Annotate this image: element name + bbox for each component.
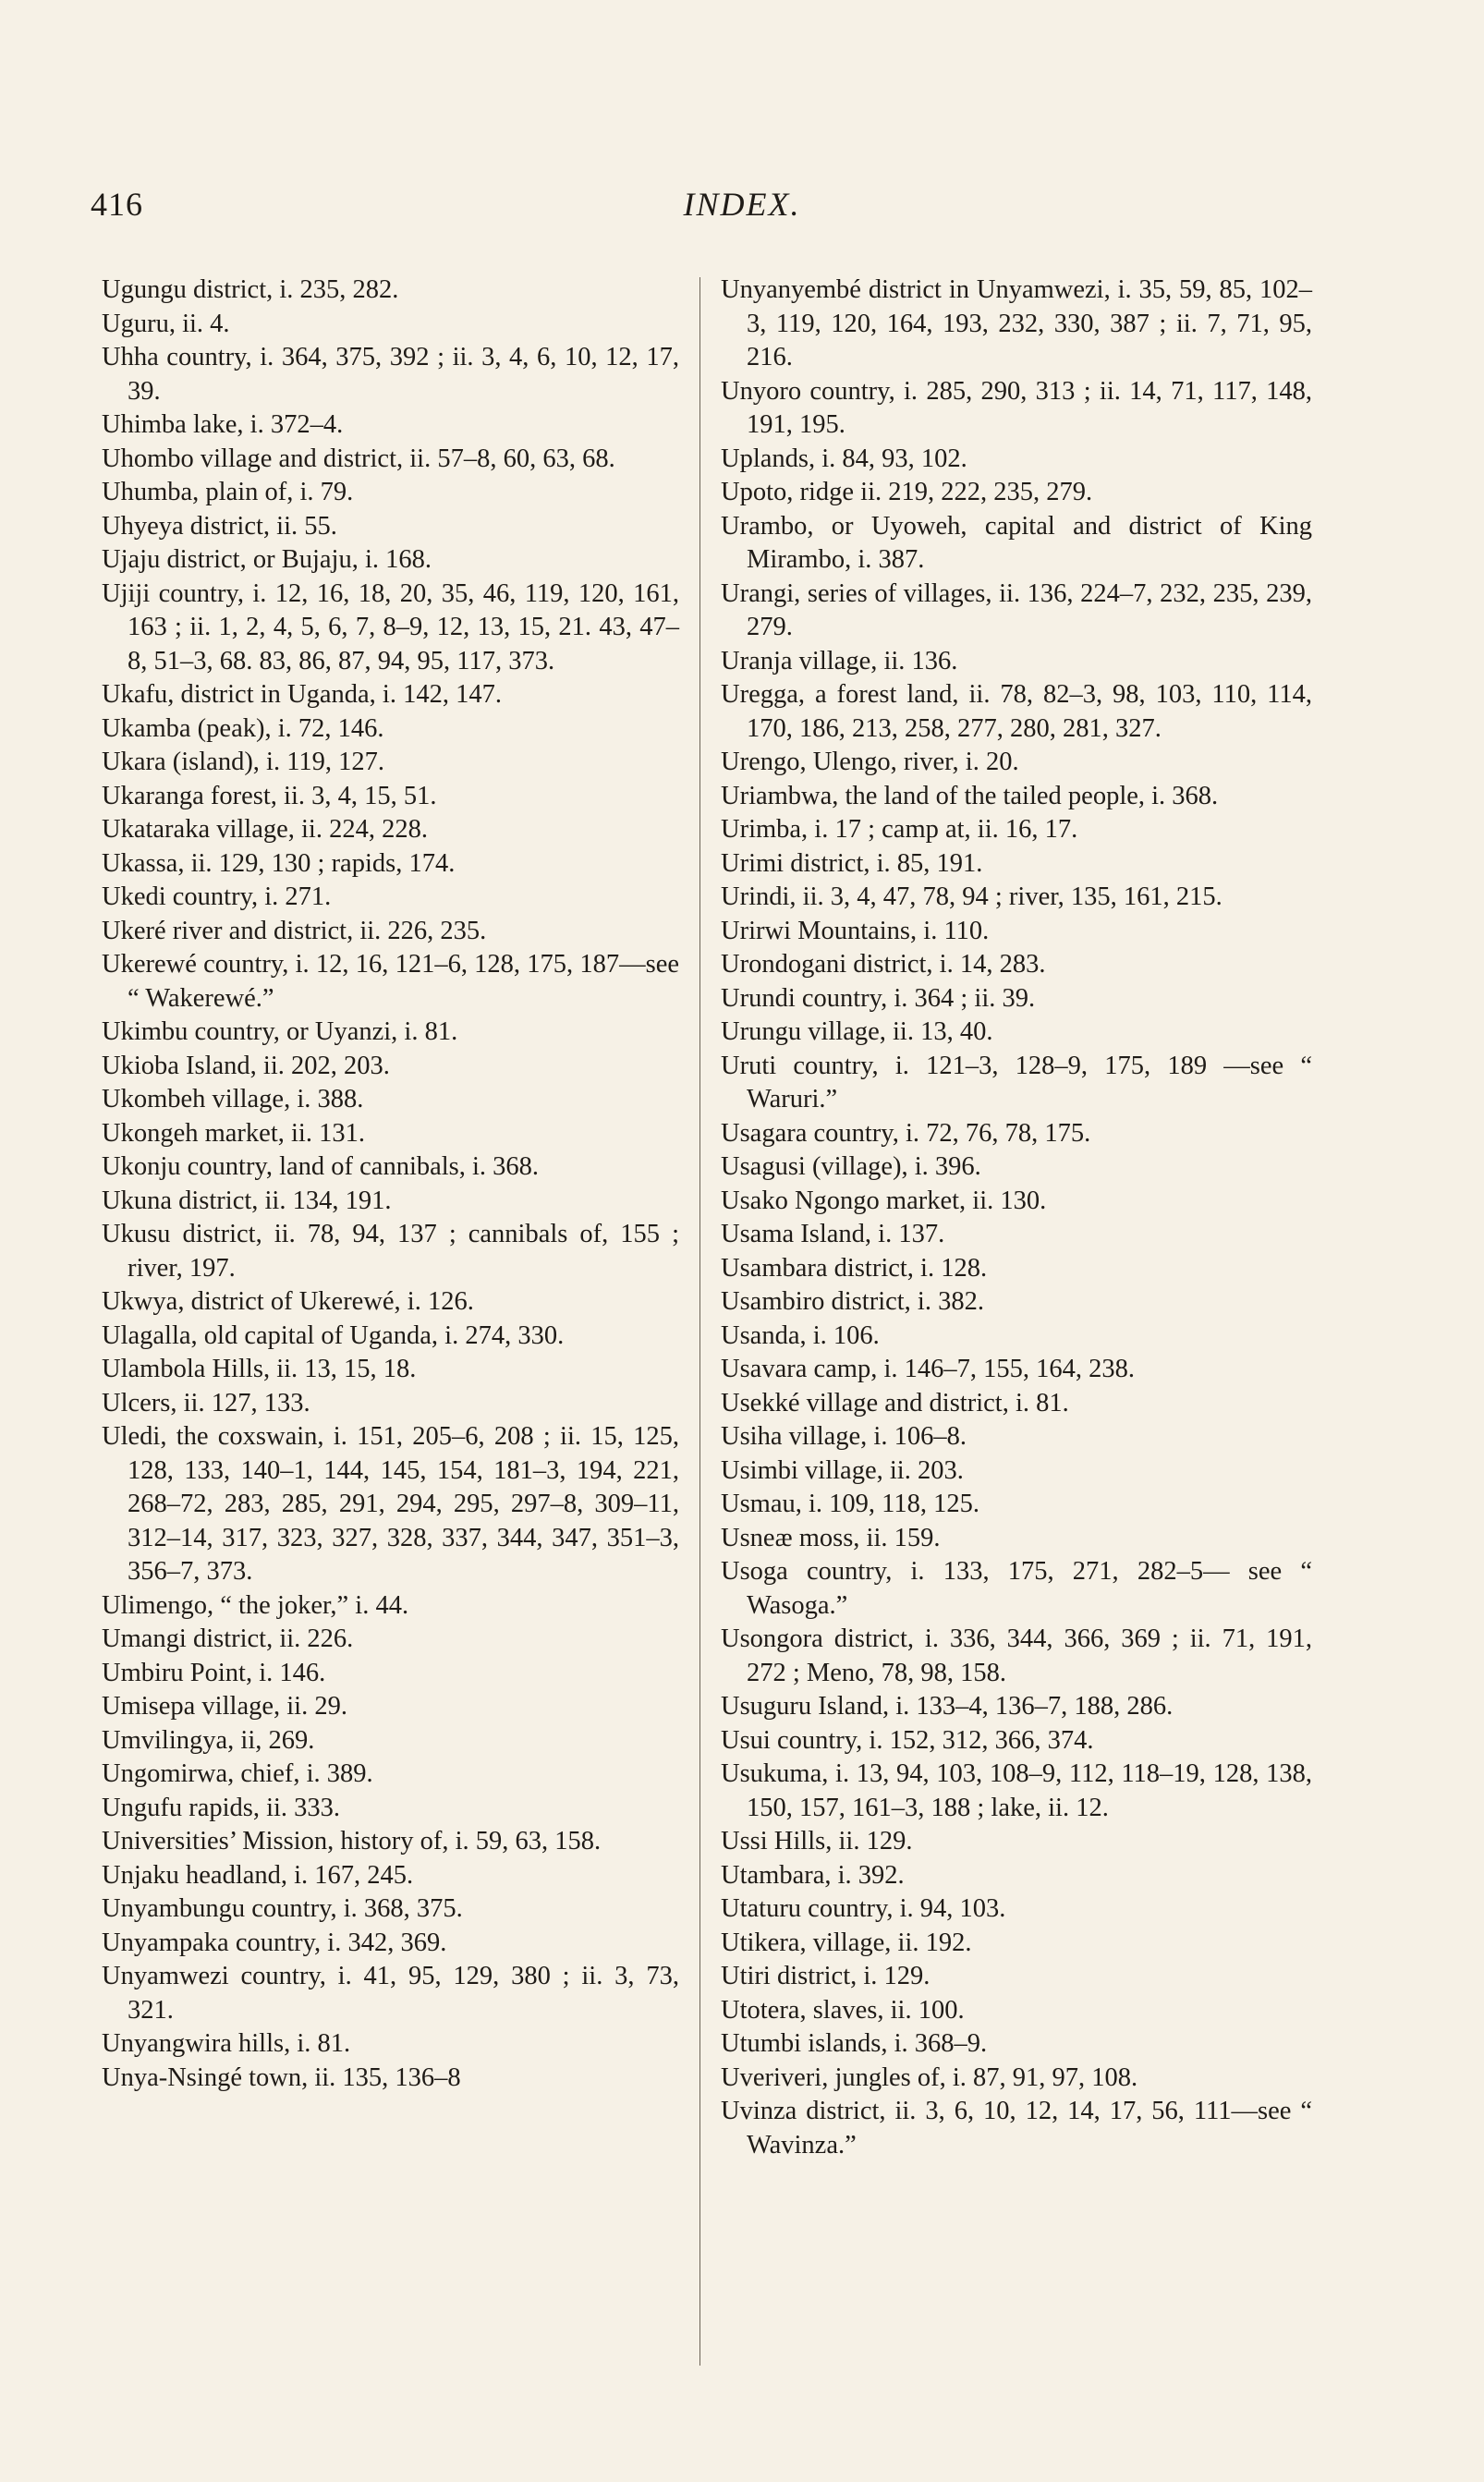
index-entry: Usuguru Island, i. 133–4, 136–7, 188, 286.: [721, 1692, 1174, 1721]
index-entry: Ukonju country, land of cannibals, i. 368.: [102, 1152, 540, 1181]
index-entry: Ungomirwa, chief, i. 389.: [102, 1759, 373, 1788]
index-entry: Usambiro district, i. 382.: [721, 1287, 984, 1316]
index-entry: Uranja village, ii. 136.: [721, 646, 958, 675]
index-entry: Uveriveri, jungles of, i. 87, 91, 97, 108.: [721, 2062, 1138, 2092]
index-entry: Umbiru Point, i. 146.: [102, 1658, 326, 1687]
index-entry: Urimba, i. 17 ; camp at, ii. 16, 17.: [721, 815, 1078, 844]
index-entry: Urundi country, i. 364 ; ii. 39.: [721, 983, 1036, 1013]
index-entry: Ungufu rapids, ii. 333.: [102, 1793, 341, 1822]
index-column-left: [102, 274, 679, 2095]
index-entry: Uplands, i. 84, 93, 102.: [721, 444, 967, 473]
index-entry: Uriambwa, the land of the tailed people, i. 368.: [721, 781, 1219, 810]
index-entry: Ukongeh market, ii. 131.: [102, 1118, 365, 1148]
index-entry: Usmau, i. 109, 118, 125.: [721, 1490, 979, 1518]
index-entry: Ukamba (peak), i. 72, 146.: [102, 713, 384, 743]
index-entry: Ukedi country, i. 271.: [102, 882, 332, 911]
index-entry: Usavara camp, i. 146–7, 155, 164, 238.: [721, 1355, 1135, 1383]
index-entry: Uregga, a forest land, ii. 78, 82–3, 98, 103, 110, 114, 170, 186, 213, 258, 277, 280, 281, 327.: [721, 680, 1312, 743]
index-entry: Urondogani district, i. 14, 283.: [721, 950, 1046, 979]
index-entry: Urimi district, i. 85, 191.: [721, 848, 983, 878]
index-entry: Urambo, or Uyoweh, capital and district of King Mirambo, i. 387.: [721, 511, 1312, 574]
index-entry: Ukafu, district in Uganda, i. 142, 147.: [102, 680, 502, 709]
index-entry: Ukaranga forest, ii. 3, 4, 15, 51.: [102, 781, 437, 810]
index-entry: Usagara country, i. 72, 76, 78, 175.: [721, 1118, 1091, 1148]
index-entry: Umvilingya, ii, 269.: [102, 1725, 315, 1755]
index-entry: Ukara (island), i. 119, 127.: [102, 748, 385, 776]
index-entry: Ukusu district, ii. 78, 94, 137 ; cannibals of, 155 ; river, 197.: [102, 1220, 679, 1283]
index-entry: Utiri district, i. 129.: [721, 1962, 931, 1990]
index-entry: Urindi, ii. 3, 4, 47, 78, 94 ; river, 135, 161, 215.: [721, 882, 1222, 911]
index-entry: Ulimengo, “ the joker,” i. 44.: [102, 1590, 409, 1620]
index-entry: Usimbi village, ii. 203.: [721, 1455, 964, 1485]
index-entry: Urungu village, ii. 13, 40.: [721, 1017, 993, 1046]
index-entry: Ukimbu country, or Uyanzi, i. 81.: [102, 1017, 458, 1046]
page-header: [0, 0, 1484, 240]
index-entry: Usagusi (village), i. 396.: [721, 1152, 981, 1181]
index-entry: Unjaku headland, i. 167, 245.: [102, 1860, 414, 1890]
index-entry: Uledi, the coxswain, i. 151, 205–6, 208 ; ii. 15, 125, 128, 133, 140–1, 144, 145, 154, 181–3, 194, 221, 268–72, 283, 285, 291, 294, 295, 297–8, 309–11, 312–14, 317, 323, 327, 328, 337, 344, 347, 351–3, 356–7, 373.: [102, 1422, 679, 1586]
index-entry: Unyoro country, i. 285, 290, 313 ; ii. 14, 71, 117, 148, 191, 195.: [721, 376, 1312, 439]
index-entry: Ulagalla, old capital of Uganda, i. 274, 330.: [102, 1320, 565, 1350]
index-entry: Unyamwezi country, i. 41, 95, 129, 380 ; ii. 3, 73, 321.: [102, 1962, 679, 2025]
index-entry: Usama Island, i. 137.: [721, 1220, 945, 1248]
index-entry: Upoto, ridge ii. 219, 222, 235, 279.: [721, 478, 1093, 506]
index-entry: Uhumba, plain of, i. 79.: [102, 478, 354, 506]
index-entry: Usiha village, i. 106–8.: [721, 1422, 967, 1451]
index-entry: Uguru, ii. 4.: [102, 309, 230, 338]
index-entry: Ukioba Island, ii. 202, 203.: [102, 1051, 390, 1080]
index-entry: Ukeré river and district, ii. 226, 235.: [102, 916, 487, 945]
index-entry: Utambara, i. 392.: [721, 1860, 905, 1890]
index-entry: Usoga country, i. 133, 175, 271, 282–5— see “ Wasoga.”: [721, 1557, 1312, 1620]
index-entry: Uhombo village and district, ii. 57–8, 60, 63, 68.: [102, 444, 615, 473]
index-entry: Uruti country, i. 121–3, 128–9, 175, 189 —see “ Waruri.”: [721, 1051, 1312, 1113]
index-entry: Ujiji country, i. 12, 16, 18, 20, 35, 46, 119, 120, 161, 163 ; ii. 1, 2, 4, 5, 6, 7, 8–9, 12, 13, 15, 21. 43, 47–8, 51–3, 68. 83, 86, 87, 94, 95, 117, 373.: [102, 578, 679, 675]
index-entry: Usanda, i. 106.: [721, 1320, 880, 1350]
index-entry: Utotera, slaves, ii. 100.: [721, 1995, 965, 2025]
index-entry: Uhha country, i. 364, 375, 392 ; ii. 3, 4, 6, 10, 12, 17, 39.: [102, 343, 679, 406]
index-entry: Ukuna district, ii. 134, 191.: [102, 1186, 392, 1215]
index-entry: Unyangwira hills, i. 81.: [102, 2029, 351, 2058]
index-entry: Urangi, series of villages, ii. 136, 224–7, 232, 235, 239, 279.: [721, 578, 1312, 641]
index-entry: Uhimba lake, i. 372–4.: [102, 410, 344, 439]
index-entry: Uhyeya district, ii. 55.: [102, 511, 337, 541]
index-entry: Ussi Hills, ii. 129.: [721, 1827, 913, 1855]
index-entry: Usneæ moss, ii. 159.: [721, 1523, 941, 1552]
index-entry: Ukwya, district of Ukerewé, i. 126.: [102, 1287, 474, 1316]
index-entry: Usako Ngongo market, ii. 130.: [721, 1186, 1047, 1215]
index-column-right: [721, 274, 1312, 2162]
index-entry: Utumbi islands, i. 368–9.: [721, 2029, 988, 2058]
running-title: INDEX.: [683, 186, 801, 223]
index-entry: Usekké village and district, i. 81.: [721, 1388, 1069, 1417]
index-entry: Unyanyembé district in Unyamwezi, i. 35, 59, 85, 102–3, 119, 120, 164, 193, 232, 330, 387 ; ii. 7, 71, 95, 216.: [721, 275, 1312, 371]
index-entry: Umangi district, ii. 226.: [102, 1624, 354, 1653]
index-entry: Usongora district, i. 336, 344, 366, 369 ; ii. 71, 191, 272 ; Meno, 78, 98, 158.: [721, 1624, 1312, 1687]
index-entry: Unyampaka country, i. 342, 369.: [102, 1928, 447, 1957]
column-divider: [699, 277, 700, 2366]
index-entry: Universities’ Mission, history of, i. 59, 63, 158.: [102, 1827, 602, 1855]
index-entry: Urengo, Ulengo, river, i. 20.: [721, 748, 1019, 776]
index-entry: Utikera, village, ii. 192.: [721, 1928, 972, 1957]
index-entry: Ukombeh village, i. 388.: [102, 1085, 364, 1113]
index-entry: Ujaju district, or Bujaju, i. 168.: [102, 545, 432, 574]
index-entry: Usukuma, i. 13, 94, 103, 108–9, 112, 118–19, 128, 138, 150, 157, 161–3, 188 ; lake, ii. 12.: [721, 1759, 1312, 1822]
index-entry: Ukassa, ii. 129, 130 ; rapids, 174.: [102, 848, 456, 878]
index-entry: Utaturu country, i. 94, 103.: [721, 1894, 1006, 1923]
index-entry: Umisepa village, ii. 29.: [102, 1692, 347, 1721]
index-entry: Ugungu district, i. 235, 282.: [102, 275, 399, 304]
index-entry: Ukataraka village, ii. 224, 228.: [102, 815, 428, 844]
page-number: 416: [91, 186, 143, 223]
index-entry: Ukerewé country, i. 12, 16, 121–6, 128, 175, 187—see “ Wakerewé.”: [102, 950, 679, 1013]
index-entry: Ulambola Hills, ii. 13, 15, 18.: [102, 1355, 417, 1383]
index-entry: Uvinza district, ii. 3, 6, 10, 12, 14, 17, 56, 111—see “ Wavinza.”: [721, 2097, 1312, 2160]
index-entry: Ulcers, ii. 127, 133.: [102, 1388, 310, 1417]
index-entry: Usui country, i. 152, 312, 366, 374.: [721, 1725, 1094, 1755]
index-entry: Usambara district, i. 128.: [721, 1253, 988, 1283]
index-entry: Unyambungu country, i. 368, 375.: [102, 1894, 463, 1923]
index-entry: Unya-Nsingé town, ii. 135, 136–8: [102, 2062, 461, 2092]
index-entry: Urirwi Mountains, i. 110.: [721, 916, 990, 945]
